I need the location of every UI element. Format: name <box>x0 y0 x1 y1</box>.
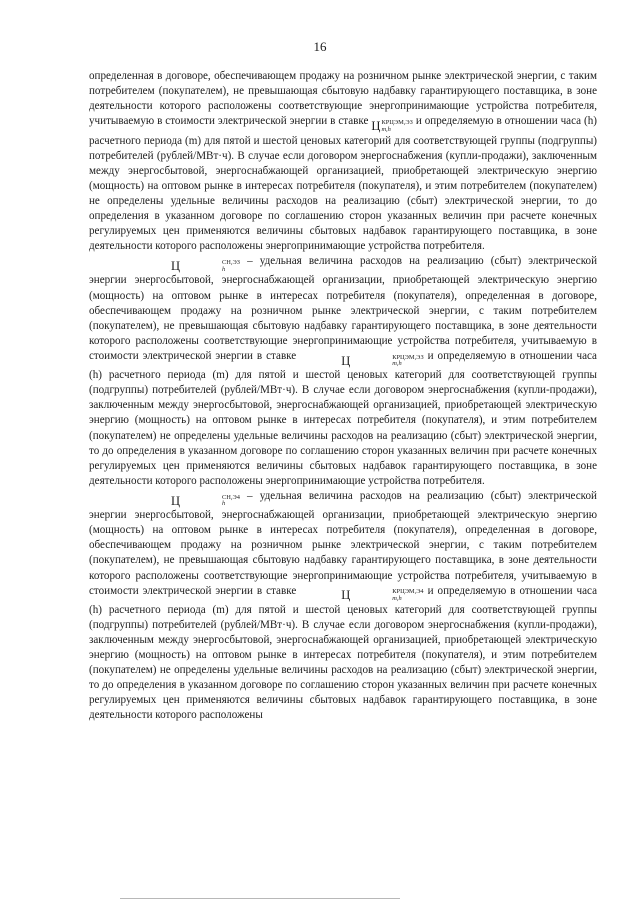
rate-formula-krcem-e3-2: Ц КРЦЭМ,ЭЗ m,h <box>341 353 424 368</box>
rate-formula-sn-e3: Ц СН,ЭЗ h <box>171 258 241 273</box>
paragraph-3 <box>89 489 597 724</box>
paragraph-3-text-a: – удельная величина расходов на реализацию (сбыт) электрической энергии энергосбытовой, энергоснабжающей организации, приобретающей электрическую энергию (мощность) на оптовом рынке в интересах потребителя (покупателя), определенная в договоре, обеспечивающем продажу на розничном рынке электрической энергии, с таким потребителем (покупателем), не превышающая сбытовую надбавку гарантирующего поставщика, в зоне деятельности которого расположены соответствующие энергопринимающие устройства потребителя, учитываемую в стоимости электрической энергии в ставке <box>89 489 597 597</box>
rate-formula-sn-e4: Ц СН,Э4 h <box>171 493 240 508</box>
paragraph-1-text-a: определенная в договоре, обеспечивающем продажу на розничном рынке электрической энергии, с таким потребителем (покупателем), не превышающая сбытовую надбавку гарантирующего поставщика, в зоне деятельности которого расположены соответствующие энергопринимающие устройства потребителя, учитываемую в стоимости электрической энергии в ставке <box>89 70 597 128</box>
rate-formula-krcem-e4: Ц КРЦЭМ,Э4 m,h <box>341 588 424 603</box>
paragraph-2-text-a: – удельная величина расходов на реализацию (сбыт) электрической энергии энергосбытовой, энергоснабжающей организации, приобретающей электрическую энергию (мощность) на оптовом рынке в интересах потребителя (покупателя), определенная в договоре, обеспечивающем продажу на розничном рынке электрической энергии, с таким потребителем (покупателем), не превышающая сбытовую надбавку гарантирующего поставщика, в зоне деятельности которого расположены соответствующие энергопринимающие устройства потребителя, учитываемую в стоимости электрической энергии в ставке <box>89 255 598 362</box>
paragraph-1-text-b: и определяемую в отношении часа (h) расчетного периода (m) для пятой и шестой ценовых категорий для соответствующей группы (подгруппы) потребителей (рублей/МВт·ч). В случае если договором энергоснабжения (купли-продажи), заключенным между энергосбытовой, энергоснабжающей организацией, приобретающей электрическую энергию (мощность) на оптовом рынке в интересах потребителя (покупателя), и этим потребителем (покупателем) не определены удельные величины расходов на реализацию (сбыт) электрической энергии, то до определения в указанном договоре по соглашению сторон указанных величин при расчете конечных регулируемых цен применяются величины сбытовых надбавок гарантирующего поставщика, в зоне деятельности которого расположены энергопринимающие устройства потребителя. <box>89 115 597 253</box>
paragraph-1 <box>89 69 597 254</box>
paragraph-3-text-b: и определяемую в отношении часа (h) расчетного периода (m) для пятой и шестой ценовых категорий для соответствующей группы (подгруппы) потребителей (рублей/МВт·ч). В случае если договором энергоснабжения (купли-продажи), заключенным между энергосбытовой, энергоснабжающей организацией, приобретающей электрическую энергию (мощность) на оптовом рынке в интересах потребителя (покупателя), и этим потребителем (покупателем) не определены удельные величины расходов на реализацию (сбыт) электрической энергии, то до определения в указанном договоре по соглашению сторон указанных величин при расчете конечных регулируемых цен применяются величины сбытовых надбавок гарантирующего поставщика, в зоне деятельности которого расположены <box>89 584 597 722</box>
document-body <box>89 69 597 724</box>
page-bottom-edge <box>120 898 400 899</box>
page-number: 16 <box>313 39 327 54</box>
paragraph-2-text-b: и определяемую в отношении часа (h) расчетного периода (m) для пятой и шестой ценовых категорий для соответствующей группы (подгруппы) потребителей (рублей/МВт·ч). В случае если договором энергоснабжения (купли-продажи), заключенным между энергосбытовой, энергоснабжающей организацией, приобретающей электрическую энергию (мощность) на оптовом рынке в интересах потребителя (покупателя), и этим потребителем (покупателем) не определены удельные величины расходов на реализацию (сбыт) электрической энергии, то до определения в указанном договоре по соглашению сторон указанных величин при расчете конечных регулируемых цен применяются величины сбытовых надбавок гарантирующего поставщика, в зоне деятельности которого расположены энергопринимающие устройства потребителя. <box>89 349 597 487</box>
paragraph-2 <box>89 254 597 489</box>
rate-formula-krcem-e3: Ц КРЦЭМ,ЭЗ m,h <box>371 118 413 133</box>
